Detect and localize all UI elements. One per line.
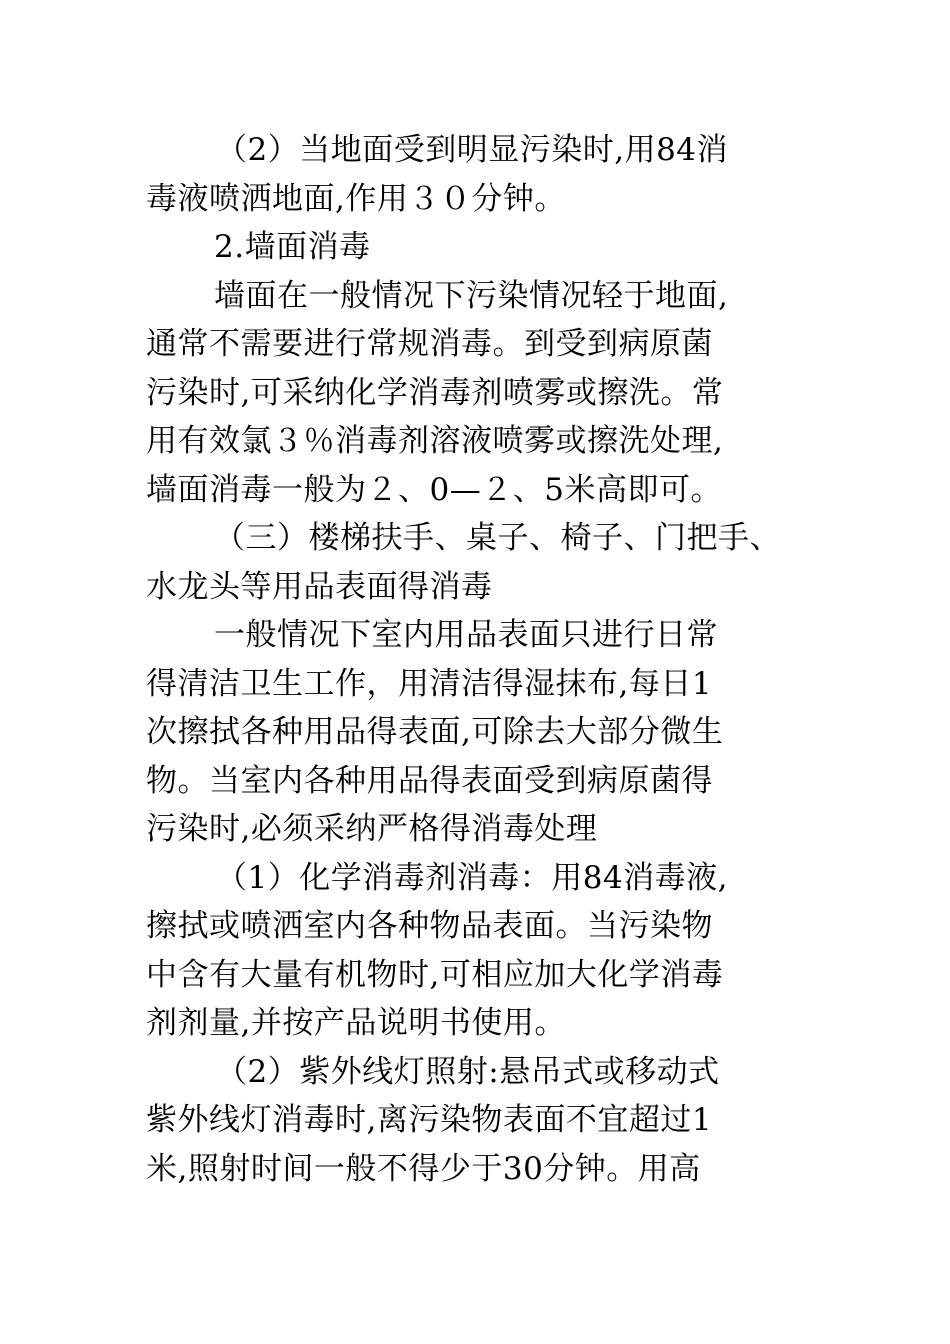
section-heading: 2.墙面消毒	[214, 229, 371, 265]
paragraph-line: （2）当地面受到明显污染时,用84消	[216, 132, 729, 168]
paragraph-line: 中含有大量有机物时,可相应加大化学消毒	[146, 956, 724, 993]
paragraph-line: 一般情况下室内用品表面只进行日常	[214, 617, 718, 653]
paragraph-line: 擦拭或喷洒室内各种物品表面。当污染物	[146, 908, 713, 944]
paragraph-line: （2）紫外线灯照射:悬吊式或移动式	[216, 1053, 720, 1090]
paragraph-line: 墙面在一般情况下污染情况轻于地面,	[214, 277, 729, 314]
section-heading-continued: 水龙头等用品表面得消毒	[146, 568, 493, 605]
paragraph-line: 毒液喷洒地面,作用３０分钟。	[146, 180, 566, 217]
paragraph-line: 物。当室内各种用品得表面受到病原菌得	[146, 762, 713, 799]
paragraph-line: （1）化学消毒剂消毒：用84消毒液,	[216, 859, 729, 896]
paragraph-line: 污染时,可采纳化学消毒剂喷雾或擦洗。常	[146, 374, 724, 411]
paragraph-line: 用有效氯３％消毒剂溶液喷雾或擦洗处理,	[146, 423, 724, 459]
paragraph-line: 紫外线灯消毒时,离污染物表面不宜超过1	[146, 1102, 713, 1138]
paragraph-line: 污染时,必须采纳严格得消毒处理	[146, 811, 598, 847]
body-text	[146, 126, 826, 1193]
paragraph-line: 通常不需要进行常规消毒。到受到病原菌	[146, 326, 713, 362]
paragraph-line: 剂剂量,并按产品说明书使用。	[146, 1005, 566, 1041]
paragraph-line: 得清洁卫生工作，用清洁得湿抹布,每日1	[146, 665, 713, 702]
section-heading: （三）楼梯扶手、桌子、椅子、门把手、	[214, 520, 781, 556]
paragraph-line: 米,照射时间一般不得少于30分钟。用高	[146, 1150, 701, 1187]
paragraph-line: 次擦拭各种用品得表面,可除去大部分微生	[146, 714, 724, 750]
paragraph-line: 墙面消毒一般为２、0—２、5米高即可。	[146, 471, 722, 508]
